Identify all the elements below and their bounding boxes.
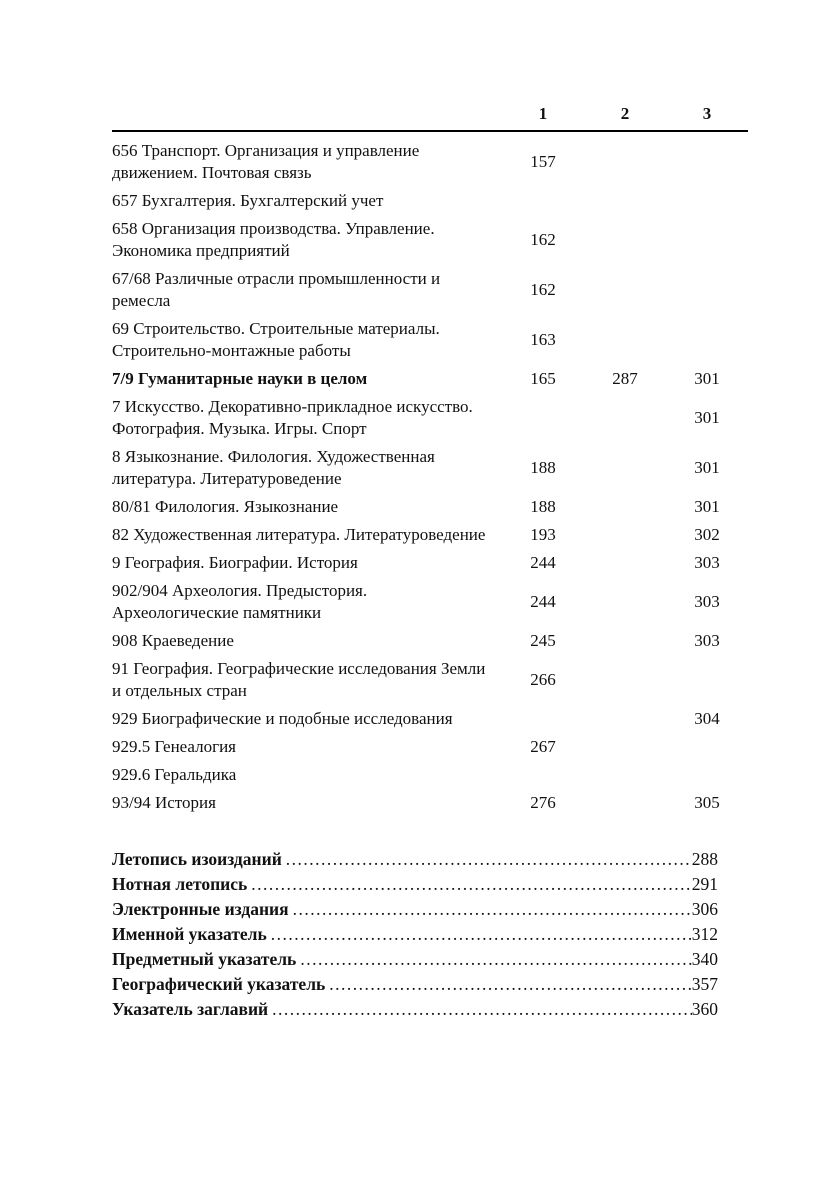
index-entry-page: 288 (691, 849, 718, 869)
page-number-col3: 302 (694, 525, 720, 544)
table-row (112, 708, 748, 730)
table-row (112, 446, 748, 490)
index-entry-label: Именной указатель (112, 924, 267, 944)
dot-leader (293, 898, 692, 921)
page-number-col1: 266 (530, 670, 556, 689)
row-label: 656 Транспорт. Организация и управление движением. Почтовая связь (112, 141, 420, 182)
row-label: 82 Художественная литература. Литературоведение (112, 525, 486, 544)
index-entry (112, 873, 718, 896)
index-entry (112, 848, 718, 871)
index-entry (112, 973, 718, 996)
row-label: 657 Бухгалтерия. Бухгалтерский учет (112, 191, 384, 210)
row-label: 93/94 История (112, 793, 216, 812)
row-label: 7 Искусство. Декоративно-прикладное искусство. Фотография. Музыка. Игры. Спорт (112, 397, 473, 438)
dot-leader (271, 923, 692, 946)
index-entry-page: 340 (691, 949, 718, 969)
row-label: 8 Языкознание. Филология. Художественная литература. Литературоведение (112, 447, 435, 488)
row-label: 658 Организация производства. Управление. Экономика предприятий (112, 219, 435, 260)
dot-leader (300, 948, 691, 971)
index-entry-page: 306 (691, 899, 718, 919)
index-entry (112, 923, 718, 946)
table-row (112, 658, 748, 702)
table-row (112, 318, 748, 362)
index-entry-label: Летопись изоизданий (112, 849, 282, 869)
table-row (112, 630, 748, 652)
document-page (112, 104, 748, 1023)
dot-leader (286, 848, 692, 871)
index-entry-page: 360 (691, 999, 718, 1019)
row-label: 67/68 Различные отрасли промышленности и ремесла (112, 269, 441, 310)
page-number-col1: 193 (530, 525, 556, 544)
row-label: 7/9 Гуманитарные науки в целом (112, 369, 368, 388)
page-number-col1: 244 (530, 592, 556, 611)
table-row (112, 496, 748, 518)
dot-leader (251, 873, 691, 896)
index-entry-page: 312 (691, 924, 718, 944)
row-label: 69 Строительство. Строительные материалы. Строительно-монтажные работы (112, 319, 440, 360)
row-label: 929 Биографические и подобные исследования (112, 709, 453, 728)
page-number-col1: 188 (530, 458, 556, 477)
page-number-col3: 301 (694, 497, 720, 516)
table-row (112, 396, 748, 440)
page-number-col1: 245 (530, 631, 556, 650)
index-entry (112, 948, 718, 971)
index-entry-page: 291 (691, 874, 718, 894)
page-number-col1: 163 (530, 330, 556, 349)
page-number-col1: 157 (530, 152, 556, 171)
table-row (112, 736, 748, 758)
table-body (112, 132, 748, 814)
index-entry-label: Указатель заглавий (112, 999, 269, 1019)
index-entry (112, 998, 718, 1021)
table-row (112, 140, 748, 184)
row-label: 91 География. Географические исследования Земли и отдельных стран (112, 659, 486, 700)
row-label: 80/81 Филология. Языкознание (112, 497, 339, 516)
page-number-col3: 301 (694, 369, 720, 388)
page-number-col3: 301 (694, 408, 720, 427)
column-header-3: 3 (702, 104, 712, 123)
table-row (112, 580, 748, 624)
index-entry-page: 357 (691, 974, 718, 994)
page-number-col3: 303 (694, 631, 720, 650)
row-label: 929.6 Геральдика (112, 765, 237, 784)
page-number-col1: 267 (530, 737, 556, 756)
index-entry (112, 898, 718, 921)
page-number-col1: 244 (530, 553, 556, 572)
column-header-1: 1 (538, 104, 548, 123)
row-label: 9 География. Биографии. История (112, 553, 358, 572)
index-list (112, 848, 718, 1021)
page-number-col3: 303 (694, 553, 720, 572)
table-row (112, 218, 748, 262)
row-label: 902/904 Археология. Предыстория. Археологические памятники (112, 581, 368, 622)
index-entry-label: Предметный указатель (112, 949, 297, 969)
page-number-col3: 304 (694, 709, 720, 728)
table-row (112, 190, 748, 212)
dot-leader (272, 998, 692, 1021)
page-number-col1: 188 (530, 497, 556, 516)
page-number-col2: 287 (612, 369, 638, 388)
page-number-col1: 276 (530, 793, 556, 812)
index-entry-label: Географический указатель (112, 974, 326, 994)
table-header-row (112, 104, 748, 132)
table-row (112, 368, 748, 390)
page-number-col1: 162 (530, 280, 556, 299)
index-entry-label: Электронные издания (112, 899, 289, 919)
table-row (112, 268, 748, 312)
page-number-col3: 305 (694, 793, 720, 812)
column-header-2: 2 (620, 104, 630, 123)
table-row (112, 792, 748, 814)
index-entry-label: Нотная летопись (112, 874, 248, 894)
table-row (112, 764, 748, 786)
page-number-col1: 162 (530, 230, 556, 249)
table-row (112, 552, 748, 574)
page-number-col3: 303 (694, 592, 720, 611)
table-row (112, 524, 748, 546)
row-label: 908 Краеведение (112, 631, 234, 650)
row-label: 929.5 Генеалогия (112, 737, 236, 756)
page-number-col3: 301 (694, 458, 720, 477)
page-number-col1: 165 (530, 369, 556, 388)
dot-leader (329, 973, 691, 996)
